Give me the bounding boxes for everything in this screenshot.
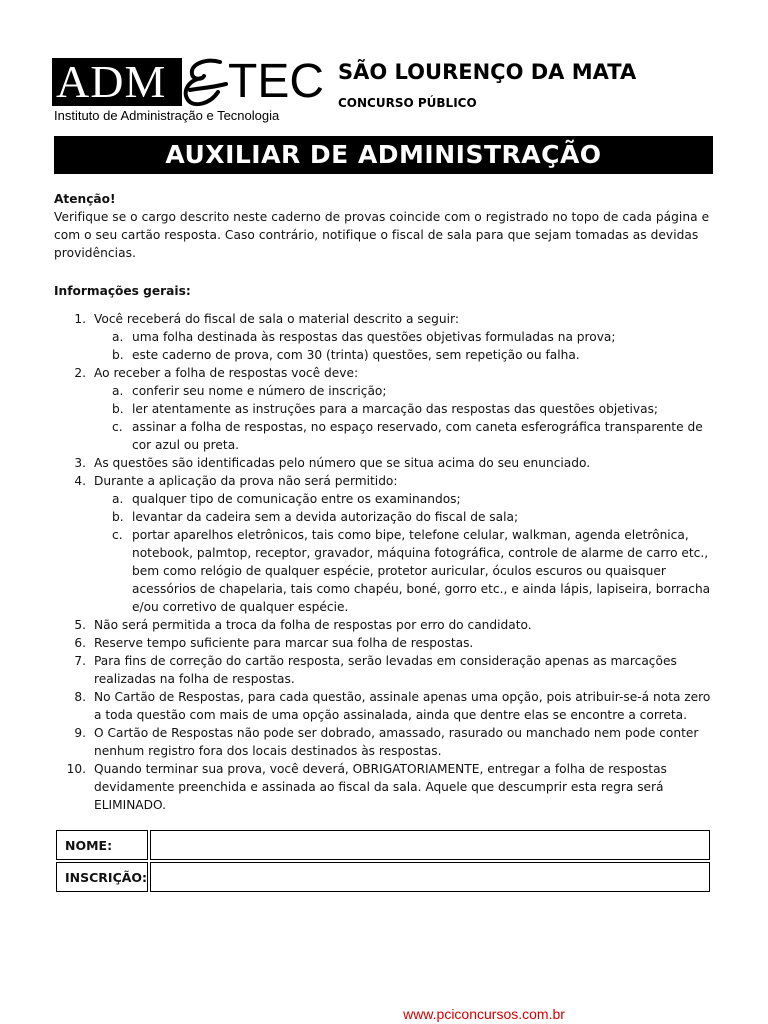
city-title: SÃO LOURENÇO DA MATA	[338, 60, 637, 84]
item-text: Você receberá do fiscal de sala o material descrito a seguir:	[94, 312, 459, 326]
sub-list-item	[94, 526, 716, 616]
list-item	[54, 364, 716, 454]
sub-list-item	[94, 400, 716, 418]
sub-item-text: uma folha destinada às respostas das questões objetivas formuladas na prova;	[132, 330, 616, 344]
sub-list-item	[94, 418, 716, 454]
admtec-logo	[52, 55, 324, 124]
item-number: 9.	[74, 726, 86, 740]
name-label: NOME:	[56, 830, 148, 860]
item-text: Não será permitida a troca da folha de respostas por erro do candidato.	[94, 618, 532, 632]
item-text: Durante a aplicação da prova não será permitido:	[94, 474, 398, 488]
list-item	[54, 724, 716, 760]
item-number: 6.	[74, 636, 86, 650]
sub-list-item	[94, 382, 716, 400]
position-title-banner: AUXILIAR DE ADMINISTRAÇÃO	[54, 136, 713, 174]
sub-item-letter: b.	[112, 510, 124, 524]
general-info-title: Informações gerais:	[54, 284, 191, 298]
name-row	[56, 830, 710, 860]
item-text: O Cartão de Respostas não pode ser dobrado, amassado, rasurado ou manchado nem pode conter nenhum registro fora dos locais destinados às respostas.	[94, 726, 699, 758]
registration-label: INSCRIÇÃO:	[56, 862, 148, 892]
list-item	[54, 310, 716, 364]
sub-item-text: assinar a folha de respostas, no espaço reservado, com caneta esferográfica transparente de cor azul ou preta.	[132, 420, 703, 452]
list-item	[54, 472, 716, 616]
sub-list-item	[94, 490, 716, 508]
item-number: 4.	[74, 474, 86, 488]
sub-list-item	[94, 328, 716, 346]
candidate-info-table	[54, 828, 712, 894]
sub-item-text: ler atentamente as instruções para a marcação das respostas das questões objetivas;	[132, 402, 659, 416]
sub-item-letter: b.	[112, 348, 124, 362]
sub-item-letter: c.	[112, 420, 123, 434]
sub-item-letter: b.	[112, 402, 124, 416]
exam-type: CONCURSO PÚBLICO	[338, 96, 477, 110]
registration-field[interactable]	[150, 862, 710, 892]
footer-site-link[interactable]: www.pciconcursos.com.br	[403, 1006, 565, 1022]
sub-item-text: este caderno de prova, com 30 (trinta) questões, sem repetição ou falha.	[132, 348, 580, 362]
ampersand-logo-icon	[176, 54, 232, 110]
list-item	[54, 760, 716, 814]
item-number: 3.	[74, 456, 86, 470]
general-info-list	[54, 310, 716, 814]
sub-item-text: levantar da cadeira sem a devida autorização do fiscal de sala;	[132, 510, 519, 524]
sub-item-text: qualquer tipo de comunicação entre os examinandos;	[132, 492, 461, 506]
logo-subtitle: Instituto de Administração e Tecnologia	[54, 108, 280, 123]
footer	[0, 1004, 768, 1023]
item-text: No Cartão de Respostas, para cada questão, assinale apenas uma opção, pois atribuir-se-á nota zero a toda questão com mais de uma opção assinalada, ainda que dentre elas se encontre a correta.	[94, 690, 711, 722]
sub-item-letter: a.	[112, 492, 124, 506]
attention-text: Verifique se o cargo descrito neste caderno de provas coincide com o registrado no topo de cada página e com o seu cartão resposta. Caso contrário, notifique o fiscal de sala para que sejam tomadas as devidas providências.	[54, 210, 710, 260]
sub-list-item	[94, 346, 716, 364]
sub-item-letter: a.	[112, 330, 124, 344]
item-text: Reserve tempo suficiente para marcar sua folha de respostas.	[94, 636, 474, 650]
logo-adm-text: ADM	[52, 58, 182, 106]
item-text: Quando terminar sua prova, você deverá, OBRIGATORIAMENTE, entregar a folha de respostas devidamente preenchida e assinada ao fiscal da sala. Aquele que descumprir esta regra será ELIMINADO.	[94, 762, 667, 812]
sub-item-letter: c.	[112, 528, 123, 542]
list-item	[54, 652, 716, 688]
item-number: 10.	[66, 762, 86, 776]
list-item	[54, 688, 716, 724]
name-field[interactable]	[150, 830, 710, 860]
sub-list	[94, 382, 716, 454]
item-number: 8.	[74, 690, 86, 704]
sub-item-letter: a.	[112, 384, 124, 398]
list-item	[54, 634, 716, 652]
sub-list-item	[94, 508, 716, 526]
sub-item-text: portar aparelhos eletrônicos, tais como bipe, telefone celular, walkman, agenda eletrônica, notebook, palmtop, receptor, gravador, máquina fotográfica, controle de alarme de carro etc., bem como relógio de qualquer espécie, protetor auricular, óculos escuros ou quaisquer acessórios de chapelaria, tais como chapéu, boné, gorro etc., e ainda lápis, lapiseira, borracha e/ou corretivo de qualquer espécie.	[132, 528, 711, 614]
item-text: Ao receber a folha de respostas você deve:	[94, 366, 359, 380]
sub-item-text: conferir seu nome e número de inscrição;	[132, 384, 387, 398]
sub-list	[94, 490, 716, 616]
sub-list	[94, 328, 716, 364]
logo-tec-text: TEC	[228, 55, 324, 108]
item-number: 2.	[74, 366, 86, 380]
list-item	[54, 454, 716, 472]
item-number: 7.	[74, 654, 86, 668]
item-number: 5.	[74, 618, 86, 632]
list-item	[54, 616, 716, 634]
item-text: Para fins de correção do cartão resposta, serão levadas em consideração apenas as marcações realizadas na folha de respostas.	[94, 654, 677, 686]
item-number: 1.	[74, 312, 86, 326]
instructions-content	[54, 190, 716, 814]
attention-title: Atenção!	[54, 192, 116, 206]
item-text: As questões são identificadas pelo número que se situa acima do seu enunciado.	[94, 456, 591, 470]
registration-row	[56, 862, 710, 892]
